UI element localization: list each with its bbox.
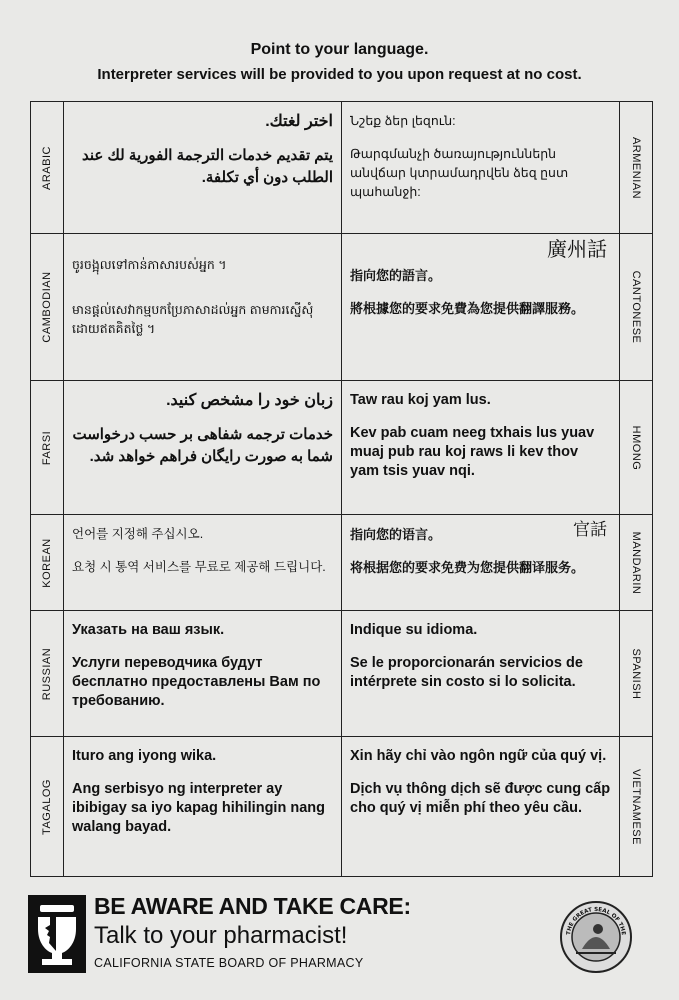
table-row	[31, 611, 653, 737]
language-label-hmong: HMONG	[620, 381, 653, 515]
vietnamese-service-text: Dịch vụ thông dịch sẽ được cung cấp cho quý vị miễn phí theo yêu cầu.	[350, 781, 611, 816]
cantonese-service-text: 將根據您的要求免費為您提供翻譯服務。	[350, 301, 585, 316]
footer-slogan: BE AWARE AND TAKE CARE:	[94, 893, 411, 919]
hmong-point-text: Taw rau koj yam lus.	[350, 392, 491, 408]
vietnamese-point-text: Xin hãy chỉ vào ngôn ngữ của quý vị.	[350, 748, 607, 764]
language-label-russian: RUSSIAN	[31, 611, 64, 737]
table-row	[31, 234, 653, 381]
russian-service-text: Услуги переводчика будут бесплатно предоставлены Вам по требованию.	[72, 655, 321, 709]
mandarin-service-text: 将根据您的要求免费为您提供翻译服务。	[350, 560, 585, 575]
language-label-tagalog: TAGALOG	[31, 737, 64, 877]
table-row	[31, 515, 653, 611]
seal-text: THE GREAT SEAL OF THE	[566, 906, 626, 936]
spanish-point-text: Indique su idioma.	[350, 622, 478, 638]
armenian-service-text: Թարգմանչի ծառայություններն անվճար կտրամադրվեն ձեզ ըստ պահանջի:	[350, 147, 569, 199]
farsi-point-text: زبان خود را مشخص كنيد.	[166, 392, 333, 409]
language-label-arabic: ARABIC	[31, 102, 64, 234]
table-row	[31, 737, 653, 877]
language-cell-russian[interactable]	[64, 611, 342, 737]
language-cell-spanish[interactable]	[342, 611, 620, 737]
korean-point-text: 언어를 지정해 주십시오.	[72, 527, 204, 541]
footer	[28, 893, 658, 985]
language-cell-armenian[interactable]	[342, 102, 620, 234]
language-cell-korean[interactable]	[64, 515, 342, 611]
farsi-service-text: خدمات ترجمه شفاهی بر حسب درخواست شما به صورت رایگان فراهم خواهد شد.	[72, 426, 333, 465]
heading-subtitle: Interpreter services will be provided to you upon request at no cost.	[97, 66, 582, 83]
language-label-cantonese: CANTONESE	[620, 234, 653, 381]
language-cell-cantonese[interactable]	[342, 234, 620, 381]
language-cell-tagalog[interactable]	[64, 737, 342, 877]
hmong-service-text: Kev pab cuam neeg txhais lus yuav muaj pub rau koj raws li kev thov yam tsis yuav nqi.	[350, 425, 595, 479]
language-cell-vietnamese[interactable]	[342, 737, 620, 877]
california-state-seal-icon	[558, 895, 633, 980]
korean-service-text: 요청 시 통역 서비스를 무료로 제공해 드립니다.	[72, 560, 326, 574]
language-label-mandarin: MANDARIN	[620, 515, 653, 611]
table-row	[31, 381, 653, 515]
tagalog-service-text: Ang serbisyo ng interpreter ay ibibigay sa iyo kapag hihilingin nang walang bayad.	[72, 781, 325, 835]
russian-point-text: Указать на ваш язык.	[72, 622, 225, 638]
cantonese-script-title: 廣州話	[547, 237, 607, 261]
arabic-service-text: يتم تقديم خدمات الترجمة الفورية لك عند الطلب دون أي تكلفة.	[82, 147, 333, 186]
language-cell-mandarin[interactable]	[342, 515, 620, 611]
language-cell-cambodian[interactable]	[64, 234, 342, 381]
language-label-vietnamese: VIETNAMESE	[620, 737, 653, 877]
language-cell-farsi[interactable]	[64, 381, 342, 515]
armenian-point-text: Նշեք ձեր լեզուն:	[350, 114, 456, 128]
tagalog-point-text: Ituro ang iyong wika.	[72, 748, 217, 764]
cambodian-service-text: មានផ្តល់សេវាកម្មបកប្រែភាសាដល់អ្នក តាមការស្នើសុំ ដោយឥតគិតថ្លៃ ។	[72, 303, 314, 336]
mandarin-point-text: 指向您的语言。	[350, 527, 442, 542]
footer-organization: CALIFORNIA STATE BOARD OF PHARMACY	[94, 956, 364, 970]
footer-tagline: Talk to your pharmacist!	[94, 922, 348, 949]
arabic-point-text: اختر لغتك.	[265, 113, 333, 130]
language-label-armenian: ARMENIAN	[620, 102, 653, 234]
language-table	[30, 101, 653, 877]
table-row	[31, 102, 653, 234]
mandarin-script-title: 官話	[573, 520, 607, 540]
language-label-cambodian: CAMBODIAN	[31, 234, 64, 381]
language-label-farsi: FARSI	[31, 381, 64, 515]
heading-title: Point to your language.	[250, 41, 429, 58]
language-label-korean: KOREAN	[31, 515, 64, 611]
mortar-pestle-face-icon	[28, 895, 86, 973]
language-cell-hmong[interactable]	[342, 381, 620, 515]
language-cell-arabic[interactable]	[64, 102, 342, 234]
cantonese-point-text: 指向您的語言。	[350, 268, 442, 283]
cambodian-point-text: ចូរចង្អុលទៅកាន់ភាសារបស់អ្នក ។	[72, 258, 227, 272]
language-label-spanish: SPANISH	[620, 611, 653, 737]
spanish-service-text: Se le proporcionarán servicios de intérprete sin costo si lo solicita.	[350, 655, 583, 690]
